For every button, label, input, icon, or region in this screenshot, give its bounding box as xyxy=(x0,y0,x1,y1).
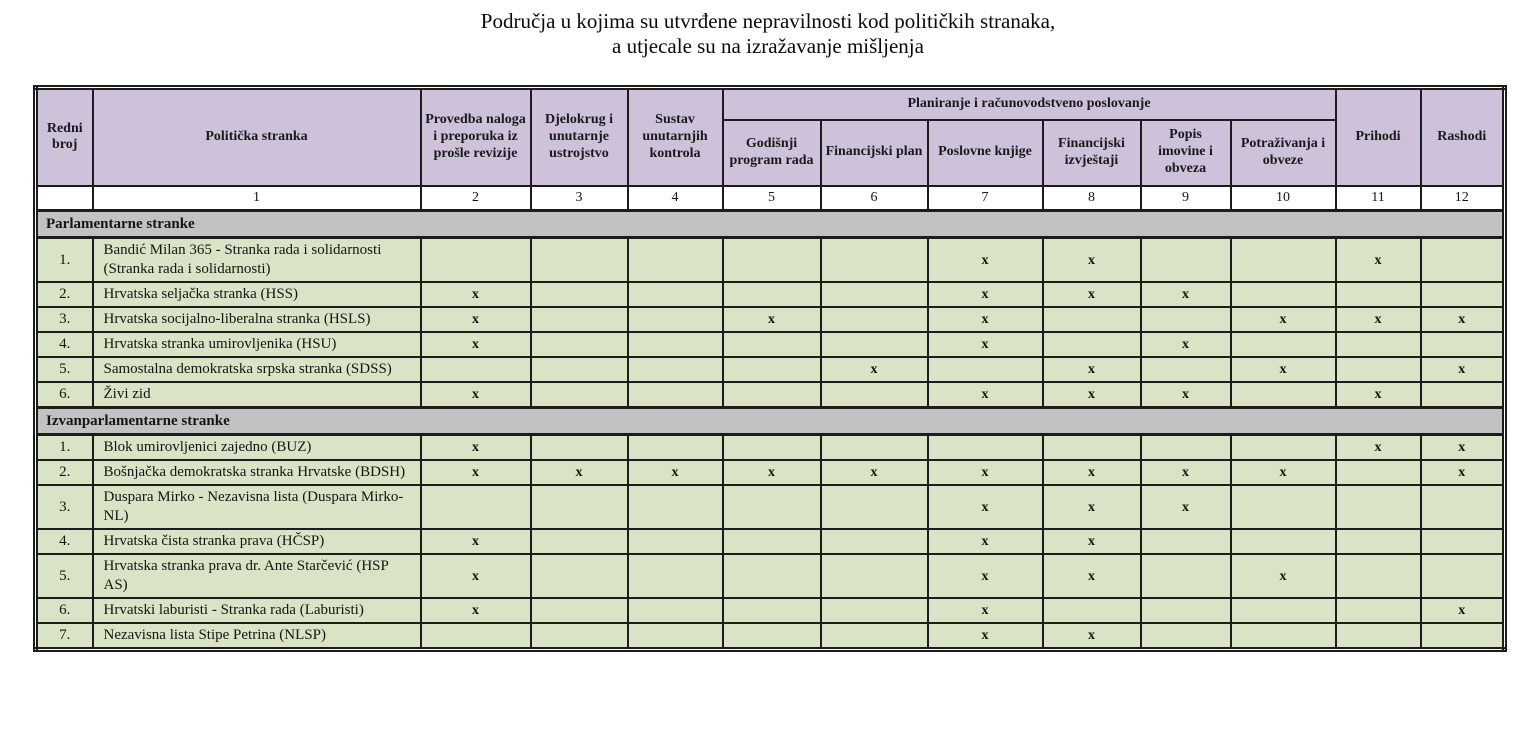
empty-mark-cell xyxy=(1231,435,1336,461)
empty-mark-cell xyxy=(821,554,928,598)
party-name-cell: Samostalna demokratska srpska stranka (SDSS) xyxy=(93,357,421,382)
empty-mark-cell xyxy=(1141,598,1231,623)
x-mark-cell: x xyxy=(421,435,531,461)
empty-mark-cell xyxy=(531,282,628,307)
x-mark-cell: x xyxy=(1336,435,1421,461)
x-mark-cell: x xyxy=(1336,307,1421,332)
col-header-sustav-kontrola: Sustav unutarnjih kontrola xyxy=(628,88,723,186)
x-mark-cell: x xyxy=(928,623,1043,650)
empty-mark-cell xyxy=(1231,238,1336,283)
row-number-cell: 5. xyxy=(36,357,93,382)
column-number-cell: 4 xyxy=(628,186,723,211)
empty-mark-cell xyxy=(821,529,928,554)
col-header-djelokrug: Djelokrug i unutarnje ustrojstvo xyxy=(531,88,628,186)
empty-mark-cell xyxy=(1421,382,1505,408)
row-number-cell: 1. xyxy=(36,435,93,461)
party-name-cell: Hrvatska seljačka stranka (HSS) xyxy=(93,282,421,307)
party-name-cell: Hrvatski laburisti - Stranka rada (Laburisti) xyxy=(93,598,421,623)
table-body xyxy=(36,211,1505,650)
x-mark-cell: x xyxy=(821,357,928,382)
empty-mark-cell xyxy=(531,598,628,623)
empty-mark-cell xyxy=(628,485,723,529)
column-number-cell: 5 xyxy=(723,186,821,211)
col-header-politicka-stranka: Politička stranka xyxy=(93,88,421,186)
empty-mark-cell xyxy=(1231,529,1336,554)
x-mark-cell: x xyxy=(928,332,1043,357)
empty-mark-cell xyxy=(421,485,531,529)
row-number-cell: 3. xyxy=(36,485,93,529)
empty-mark-cell xyxy=(723,598,821,623)
empty-mark-cell xyxy=(1421,238,1505,283)
empty-mark-cell xyxy=(1421,554,1505,598)
irregularities-table xyxy=(33,85,1507,652)
table-row xyxy=(36,623,1505,650)
x-mark-cell: x xyxy=(928,238,1043,283)
x-mark-cell: x xyxy=(421,382,531,408)
empty-mark-cell xyxy=(723,282,821,307)
column-number-cell: 1 xyxy=(93,186,421,211)
empty-mark-cell xyxy=(628,554,723,598)
x-mark-cell: x xyxy=(1043,460,1141,485)
col-header-prihodi: Prihodi xyxy=(1336,88,1421,186)
x-mark-cell: x xyxy=(1421,435,1505,461)
column-number-cell: 2 xyxy=(421,186,531,211)
empty-mark-cell xyxy=(628,238,723,283)
x-mark-cell: x xyxy=(1141,382,1231,408)
x-mark-cell: x xyxy=(1043,529,1141,554)
x-mark-cell: x xyxy=(723,460,821,485)
empty-mark-cell xyxy=(531,307,628,332)
empty-mark-cell xyxy=(723,623,821,650)
table-row xyxy=(36,554,1505,598)
empty-mark-cell xyxy=(821,282,928,307)
x-mark-cell: x xyxy=(928,307,1043,332)
party-name-cell: Duspara Mirko - Nezavisna lista (Duspara Mirko-NL) xyxy=(93,485,421,529)
empty-mark-cell xyxy=(531,382,628,408)
empty-mark-cell xyxy=(628,623,723,650)
empty-mark-cell xyxy=(723,382,821,408)
x-mark-cell: x xyxy=(1043,238,1141,283)
empty-mark-cell xyxy=(1043,332,1141,357)
col-header-potrazivanja: Potraživanja i obveze xyxy=(1231,120,1336,186)
empty-mark-cell xyxy=(1231,382,1336,408)
row-number-cell: 3. xyxy=(36,307,93,332)
table-row xyxy=(36,598,1505,623)
x-mark-cell: x xyxy=(1141,282,1231,307)
empty-mark-cell xyxy=(821,435,928,461)
x-mark-cell: x xyxy=(1231,307,1336,332)
col-header-popis-imovine: Popis imovine i obveza xyxy=(1141,120,1231,186)
x-mark-cell: x xyxy=(1141,460,1231,485)
table-head xyxy=(36,88,1505,211)
x-mark-cell: x xyxy=(1231,554,1336,598)
empty-mark-cell xyxy=(1421,282,1505,307)
party-name-cell: Nezavisna lista Stipe Petrina (NLSP) xyxy=(93,623,421,650)
empty-mark-cell xyxy=(1231,598,1336,623)
section-row xyxy=(36,408,1505,435)
empty-mark-cell xyxy=(821,598,928,623)
x-mark-cell: x xyxy=(421,332,531,357)
party-name-cell: Hrvatska čista stranka prava (HČSP) xyxy=(93,529,421,554)
empty-mark-cell xyxy=(928,435,1043,461)
column-number-cell: 8 xyxy=(1043,186,1141,211)
column-number-cell: 3 xyxy=(531,186,628,211)
empty-mark-cell xyxy=(1043,307,1141,332)
row-number-cell: 2. xyxy=(36,460,93,485)
column-number-blank-cell xyxy=(36,186,93,211)
empty-mark-cell xyxy=(1141,238,1231,283)
empty-mark-cell xyxy=(1231,485,1336,529)
table-row xyxy=(36,307,1505,332)
row-number-cell: 1. xyxy=(36,238,93,283)
section-header: Parlamentarne stranke xyxy=(36,211,1505,238)
empty-mark-cell xyxy=(723,485,821,529)
table-wrapper xyxy=(33,85,1503,652)
empty-mark-cell xyxy=(821,382,928,408)
empty-mark-cell xyxy=(628,332,723,357)
table-row xyxy=(36,435,1505,461)
x-mark-cell: x xyxy=(928,529,1043,554)
x-mark-cell: x xyxy=(928,282,1043,307)
empty-mark-cell xyxy=(1421,485,1505,529)
page-title xyxy=(0,0,1536,58)
empty-mark-cell xyxy=(723,332,821,357)
col-header-rashodi: Rashodi xyxy=(1421,88,1505,186)
x-mark-cell: x xyxy=(421,529,531,554)
x-mark-cell: x xyxy=(928,460,1043,485)
x-mark-cell: x xyxy=(1231,357,1336,382)
header-row-top xyxy=(36,88,1505,120)
empty-mark-cell xyxy=(821,623,928,650)
x-mark-cell: x xyxy=(1231,460,1336,485)
x-mark-cell: x xyxy=(928,554,1043,598)
empty-mark-cell xyxy=(821,238,928,283)
empty-mark-cell xyxy=(723,238,821,283)
empty-mark-cell xyxy=(1336,357,1421,382)
empty-mark-cell xyxy=(928,357,1043,382)
page-title-line2: a utjecale su na izražavanje mišljenja xyxy=(612,33,924,58)
empty-mark-cell xyxy=(628,435,723,461)
x-mark-cell: x xyxy=(421,598,531,623)
x-mark-cell: x xyxy=(821,460,928,485)
column-number-cell: 12 xyxy=(1421,186,1505,211)
table-row xyxy=(36,529,1505,554)
empty-mark-cell xyxy=(1421,529,1505,554)
row-number-cell: 6. xyxy=(36,382,93,408)
table-row xyxy=(36,460,1505,485)
empty-mark-cell xyxy=(821,332,928,357)
x-mark-cell: x xyxy=(1421,357,1505,382)
x-mark-cell: x xyxy=(421,307,531,332)
x-mark-cell: x xyxy=(421,554,531,598)
empty-mark-cell xyxy=(1043,435,1141,461)
empty-mark-cell xyxy=(1231,332,1336,357)
x-mark-cell: x xyxy=(1141,332,1231,357)
x-mark-cell: x xyxy=(723,307,821,332)
x-mark-cell: x xyxy=(928,382,1043,408)
table-row xyxy=(36,332,1505,357)
empty-mark-cell xyxy=(1141,357,1231,382)
empty-mark-cell xyxy=(531,357,628,382)
empty-mark-cell xyxy=(531,435,628,461)
empty-mark-cell xyxy=(531,238,628,283)
empty-mark-cell xyxy=(421,357,531,382)
empty-mark-cell xyxy=(1421,332,1505,357)
x-mark-cell: x xyxy=(1043,282,1141,307)
x-mark-cell: x xyxy=(1421,598,1505,623)
row-number-cell: 2. xyxy=(36,282,93,307)
empty-mark-cell xyxy=(531,332,628,357)
x-mark-cell: x xyxy=(421,460,531,485)
x-mark-cell: x xyxy=(1043,382,1141,408)
empty-mark-cell xyxy=(1141,435,1231,461)
empty-mark-cell xyxy=(1336,332,1421,357)
col-header-poslovne-knjige: Poslovne knjige xyxy=(928,120,1043,186)
party-name-cell: Živi zid xyxy=(93,382,421,408)
empty-mark-cell xyxy=(1336,485,1421,529)
empty-mark-cell xyxy=(723,357,821,382)
empty-mark-cell xyxy=(531,529,628,554)
empty-mark-cell xyxy=(1421,623,1505,650)
x-mark-cell: x xyxy=(1043,554,1141,598)
empty-mark-cell xyxy=(421,623,531,650)
empty-mark-cell xyxy=(1141,554,1231,598)
x-mark-cell: x xyxy=(1043,623,1141,650)
x-mark-cell: x xyxy=(628,460,723,485)
x-mark-cell: x xyxy=(1421,460,1505,485)
empty-mark-cell xyxy=(1336,460,1421,485)
empty-mark-cell xyxy=(821,307,928,332)
x-mark-cell: x xyxy=(1336,382,1421,408)
section-row xyxy=(36,211,1505,238)
row-number-cell: 6. xyxy=(36,598,93,623)
column-number-cell: 6 xyxy=(821,186,928,211)
party-name-cell: Hrvatska stranka prava dr. Ante Starčević (HSP AS) xyxy=(93,554,421,598)
empty-mark-cell xyxy=(723,554,821,598)
x-mark-cell: x xyxy=(1043,485,1141,529)
empty-mark-cell xyxy=(628,529,723,554)
empty-mark-cell xyxy=(1231,282,1336,307)
empty-mark-cell xyxy=(723,529,821,554)
section-header: Izvanparlamentarne stranke xyxy=(36,408,1505,435)
table-row xyxy=(36,382,1505,408)
x-mark-cell: x xyxy=(1043,357,1141,382)
empty-mark-cell xyxy=(1336,623,1421,650)
column-number-cell: 10 xyxy=(1231,186,1336,211)
party-name-cell: Blok umirovljenici zajedno (BUZ) xyxy=(93,435,421,461)
table-row xyxy=(36,485,1505,529)
x-mark-cell: x xyxy=(421,282,531,307)
row-number-cell: 4. xyxy=(36,529,93,554)
party-name-cell: Bandić Milan 365 - Stranka rada i solidarnosti (Stranka rada i solidarnosti) xyxy=(93,238,421,283)
page-title-line1: Područja u kojima su utvrđene nepravilnosti kod političkih stranaka, xyxy=(480,9,1056,33)
empty-mark-cell xyxy=(628,307,723,332)
x-mark-cell: x xyxy=(531,460,628,485)
empty-mark-cell xyxy=(628,598,723,623)
col-header-financijski-plan: Financijski plan xyxy=(821,120,928,186)
col-header-financijski-izvjestaji: Financijski izvještaji xyxy=(1043,120,1141,186)
column-number-cell: 11 xyxy=(1336,186,1421,211)
x-mark-cell: x xyxy=(1421,307,1505,332)
x-mark-cell: x xyxy=(928,598,1043,623)
empty-mark-cell xyxy=(1336,598,1421,623)
empty-mark-cell xyxy=(628,382,723,408)
col-header-redni-broj: Redni broj xyxy=(36,88,93,186)
table-row xyxy=(36,282,1505,307)
empty-mark-cell xyxy=(1231,623,1336,650)
empty-mark-cell xyxy=(1141,307,1231,332)
column-number-cell: 9 xyxy=(1141,186,1231,211)
col-header-godisnji-program: Godišnji program rada xyxy=(723,120,821,186)
empty-mark-cell xyxy=(531,554,628,598)
party-name-cell: Hrvatska stranka umirovljenika (HSU) xyxy=(93,332,421,357)
party-name-cell: Bošnjačka demokratska stranka Hrvatske (BDSH) xyxy=(93,460,421,485)
column-numbers-row xyxy=(36,186,1505,211)
row-number-cell: 5. xyxy=(36,554,93,598)
row-number-cell: 4. xyxy=(36,332,93,357)
empty-mark-cell xyxy=(1336,529,1421,554)
empty-mark-cell xyxy=(1141,529,1231,554)
empty-mark-cell xyxy=(628,357,723,382)
empty-mark-cell xyxy=(1336,554,1421,598)
column-number-cell: 7 xyxy=(928,186,1043,211)
empty-mark-cell xyxy=(821,485,928,529)
table-row xyxy=(36,357,1505,382)
x-mark-cell: x xyxy=(928,485,1043,529)
x-mark-cell: x xyxy=(1336,238,1421,283)
empty-mark-cell xyxy=(1043,598,1141,623)
row-number-cell: 7. xyxy=(36,623,93,650)
col-group-header-planiranje: Planiranje i računovodstveno poslovanje xyxy=(723,88,1336,120)
empty-mark-cell xyxy=(1336,282,1421,307)
table-row xyxy=(36,238,1505,283)
empty-mark-cell xyxy=(531,485,628,529)
empty-mark-cell xyxy=(628,282,723,307)
empty-mark-cell xyxy=(531,623,628,650)
empty-mark-cell xyxy=(421,238,531,283)
empty-mark-cell xyxy=(723,435,821,461)
col-header-provedba-naloga: Provedba naloga i preporuka iz prošle revizije xyxy=(421,88,531,186)
x-mark-cell: x xyxy=(1141,485,1231,529)
empty-mark-cell xyxy=(1141,623,1231,650)
party-name-cell: Hrvatska socijalno-liberalna stranka (HSLS) xyxy=(93,307,421,332)
